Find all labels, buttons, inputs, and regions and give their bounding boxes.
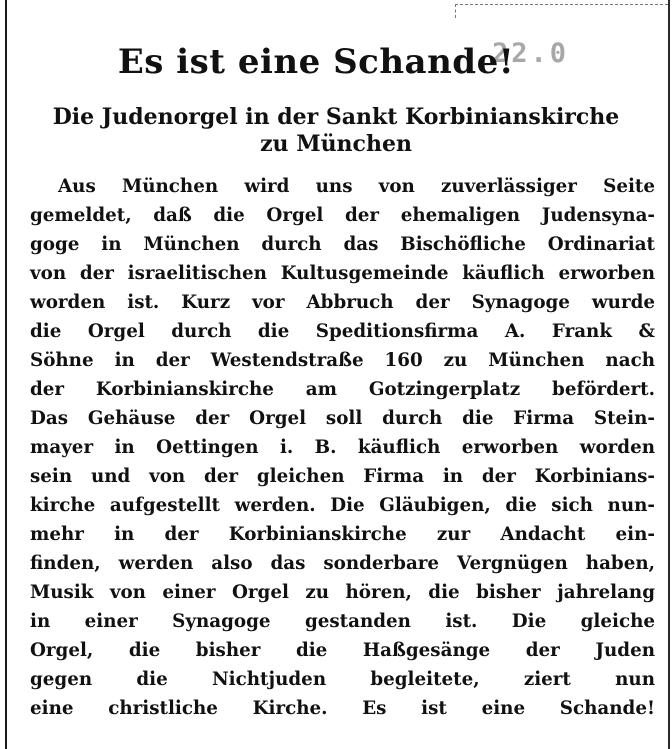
article-line: gegen die Nichtjuden begleitete, ziert nun [30,669,655,690]
headline [0,42,672,82]
article-line: gemeldet, daß die Orgel der ehemaligen Judensyna- [30,205,655,226]
article-line: mayer in Oettingen i. B. käuflich erworben worden [30,437,655,458]
article-line: Das Gehäuse der Orgel soll durch die Firma Stein- [30,408,655,429]
date-stamp: 22.0 [492,38,570,69]
article-line: Musik von einer Orgel zu hören, die bisher jahrelang [30,582,655,603]
article-line: mehr in der Korbinianskirche zur Andacht ein- [30,524,655,545]
cut-line-corner [455,4,456,18]
article-line: die Orgel durch die Speditionsfirma A. Frank & [30,321,655,342]
article-line: kirche aufgestellt werden. Die Gläubigen, die sich nun- [30,495,655,516]
article-line: in einer Synagoge gestanden ist. Die gleiche [30,611,655,632]
cut-line-top [455,4,668,5]
article-line: von der israelitischen Kultusgemeinde käuflich erworben [30,263,655,284]
subtitle-line-1: Die Judenorgel in der Sankt Korbinianskirche [52,104,620,130]
article-line: eine christliche Kirche. Es ist eine Schande! [30,698,655,719]
article-line: finden, werden also das sonderbare Vergnügen haben, [30,553,655,574]
article-line: Söhne in der Westendstraße 160 zu München nach [30,350,655,371]
article-line: der Korbinianskirche am Gotzingerplatz befördert. [30,379,655,400]
article-line: sein und von der gleichen Firma in der Korbinians- [30,466,655,487]
headline-text: Es ist eine Schande! [117,42,515,82]
subtitle-line-2: zu München [260,131,412,157]
article-line: worden ist. Kurz vor Abbruch der Synagoge wurde [30,292,655,313]
article-line: goge in München durch das Bischöfliche Ordinariat [30,234,655,255]
article-line: Orgel, die bisher die Haßgesänge der Juden [30,640,655,661]
article-line: Aus München wird uns von zuverlässiger Seite [58,176,655,197]
